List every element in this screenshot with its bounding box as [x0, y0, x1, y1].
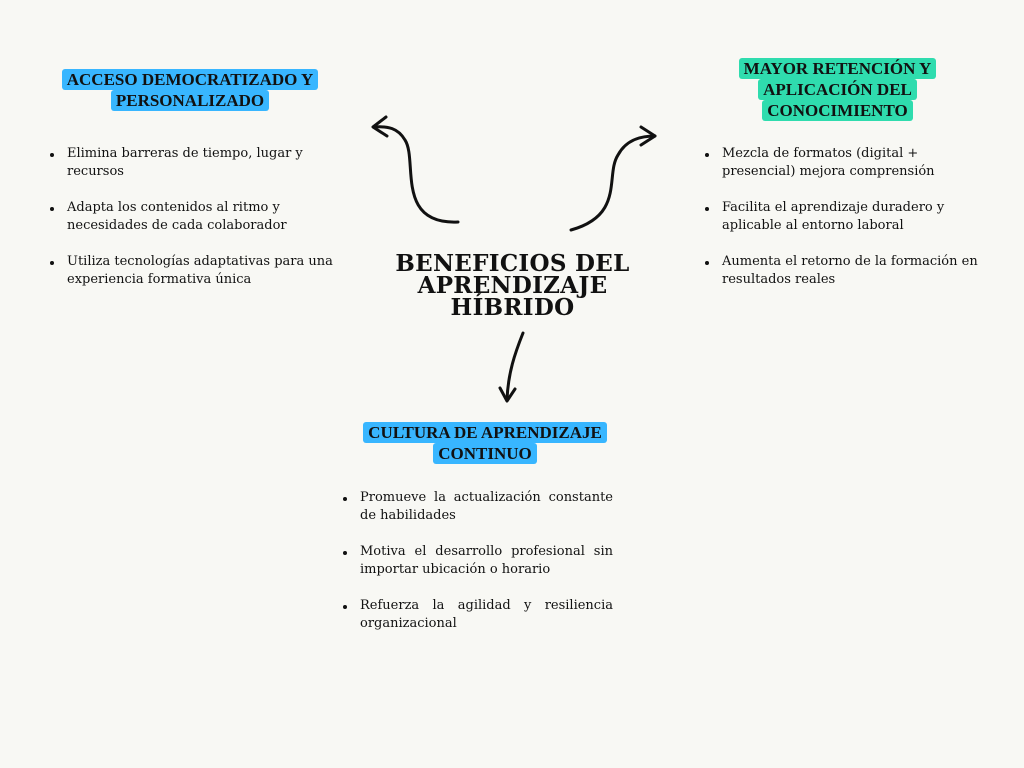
- arrow-to-right-branch: [571, 136, 655, 230]
- arrow-to-left-branch: [374, 127, 458, 222]
- list-item: Elimina barreras de tiempo, lugar y recursos: [48, 145, 348, 181]
- list-item: Mezcla de formatos (digital + presencial) mejora comprensión: [703, 145, 983, 181]
- list-item: Adapta los contenidos al ritmo y necesidades de cada colaborador: [48, 199, 348, 235]
- title-line: HÍBRIDO: [450, 294, 575, 321]
- left-branch-list: [48, 145, 348, 307]
- title-line: APRENDIZAJE: [417, 272, 608, 299]
- diagram-title: [375, 250, 650, 321]
- heading-line: CONTINUO: [433, 443, 537, 464]
- heading-line: CULTURA DE APRENDIZAJE: [363, 422, 607, 443]
- heading-line: ACCESO DEMOCRATIZADO Y: [62, 69, 319, 90]
- list-item: Promueve la actualización constante de habilidades: [341, 489, 613, 525]
- heading-line: MAYOR RETENCIÓN Y: [739, 58, 937, 79]
- right-branch-list: [703, 145, 983, 307]
- right-branch-heading: [715, 58, 960, 121]
- left-branch-heading: [40, 69, 340, 111]
- list-item: Refuerza la agilidad y resiliencia organizacional: [341, 597, 613, 633]
- bottom-branch-heading: [335, 422, 635, 464]
- list-item: Motiva el desarrollo profesional sin importar ubicación o horario: [341, 543, 613, 579]
- list-item: Aumenta el retorno de la formación en resultados reales: [703, 253, 983, 289]
- bottom-branch-list: [341, 489, 613, 651]
- list-item: Utiliza tecnologías adaptativas para una experiencia formativa única: [48, 253, 348, 289]
- title-line: BENEFICIOS DEL: [395, 250, 630, 277]
- list-item: Facilita el aprendizaje duradero y aplicable al entorno laboral: [703, 199, 983, 235]
- heading-line: PERSONALIZADO: [111, 90, 269, 111]
- heading-line: APLICACIÓN DEL: [758, 79, 917, 100]
- heading-line: CONOCIMIENTO: [762, 100, 912, 121]
